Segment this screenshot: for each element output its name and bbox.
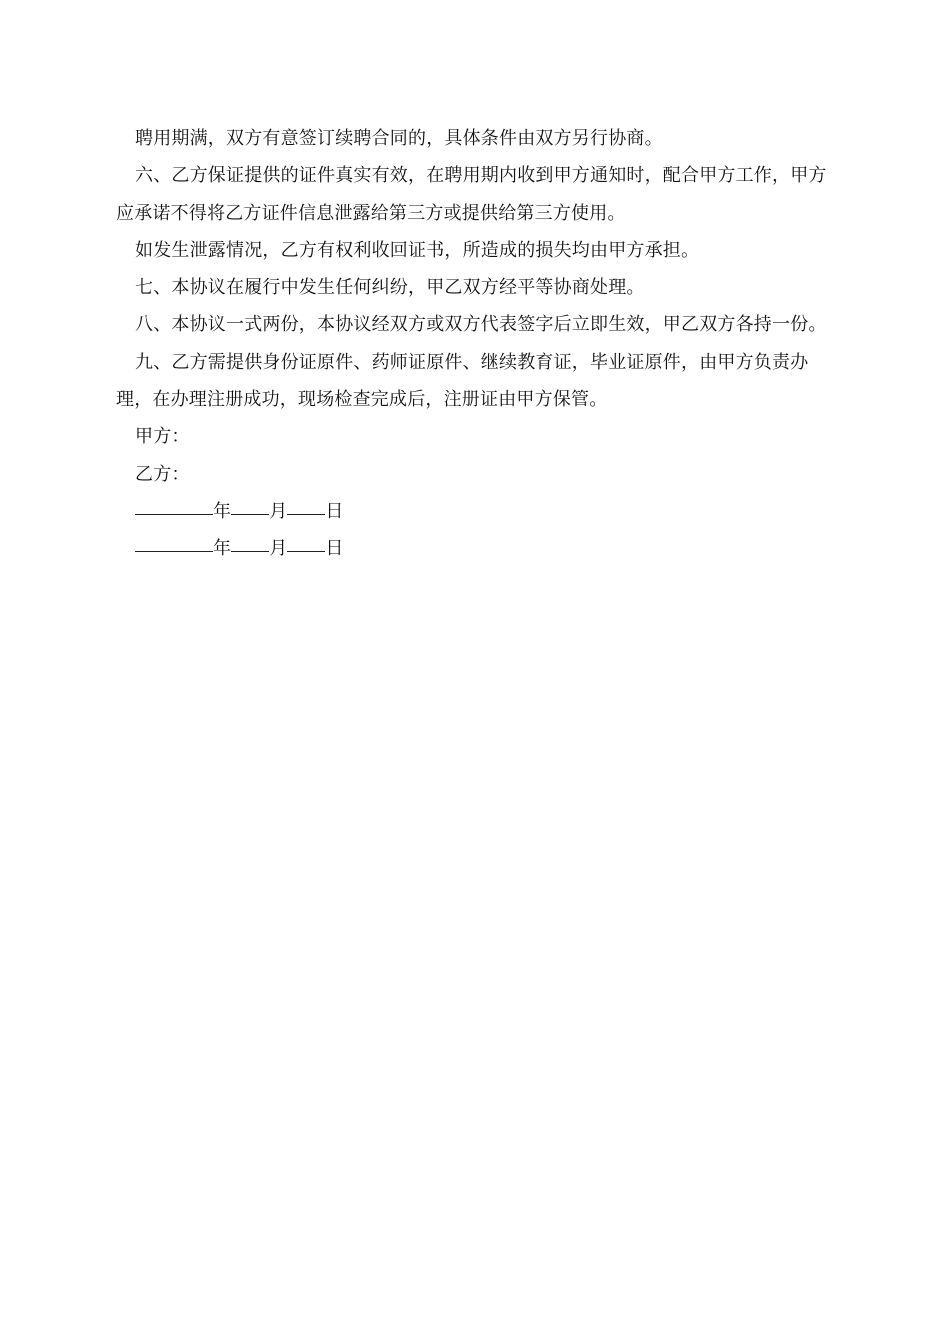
year-label: 年 (213, 538, 232, 560)
month-label: 月 (269, 538, 288, 560)
day-blank (287, 496, 325, 515)
day-blank (287, 533, 325, 552)
month-blank (231, 496, 269, 515)
month-label: 月 (269, 500, 288, 522)
paragraph-clause-6: 六、乙方保证提供的证件真实有效，在聘用期内收到甲方通知时，配合甲方工作，甲方应承诺不得将乙方证件信息泄露给第三方或提供给第三方使用。 (116, 165, 827, 224)
document-body (116, 120, 838, 568)
date-line-1 (116, 493, 838, 530)
paragraph-clause-8: 八、本协议一式两份，本协议经双方或双方代表签字后立即生效，甲乙双方各持一份。 (135, 314, 827, 336)
month-blank (231, 533, 269, 552)
paragraph-clause-9: 九、乙方需提供身份证原件、药师证原件、继续教育证，毕业证原件，由甲方负责办理，在办理注册成功，现场检查完成后，注册证由甲方保管。 (116, 351, 809, 411)
year-blank (135, 533, 213, 552)
paragraph-clause-7: 七、本协议在履行中发生任何纠纷，甲乙双方经平等协商处理。 (135, 277, 645, 299)
paragraph-leak: 如发生泄露情况，乙方有权利收回证书，所造成的损失均由甲方承担。 (135, 239, 700, 261)
party-b-signature-label: 乙方： (135, 463, 190, 485)
day-label: 日 (325, 538, 344, 560)
year-blank (135, 496, 213, 515)
date-line-2 (116, 530, 838, 567)
party-a-signature-label: 甲方： (135, 426, 190, 448)
paragraph-renewal: 聘用期满，双方有意签订续聘合同的，具体条件由双方另行协商。 (135, 128, 663, 149)
day-label: 日 (325, 500, 344, 522)
year-label: 年 (213, 500, 232, 522)
